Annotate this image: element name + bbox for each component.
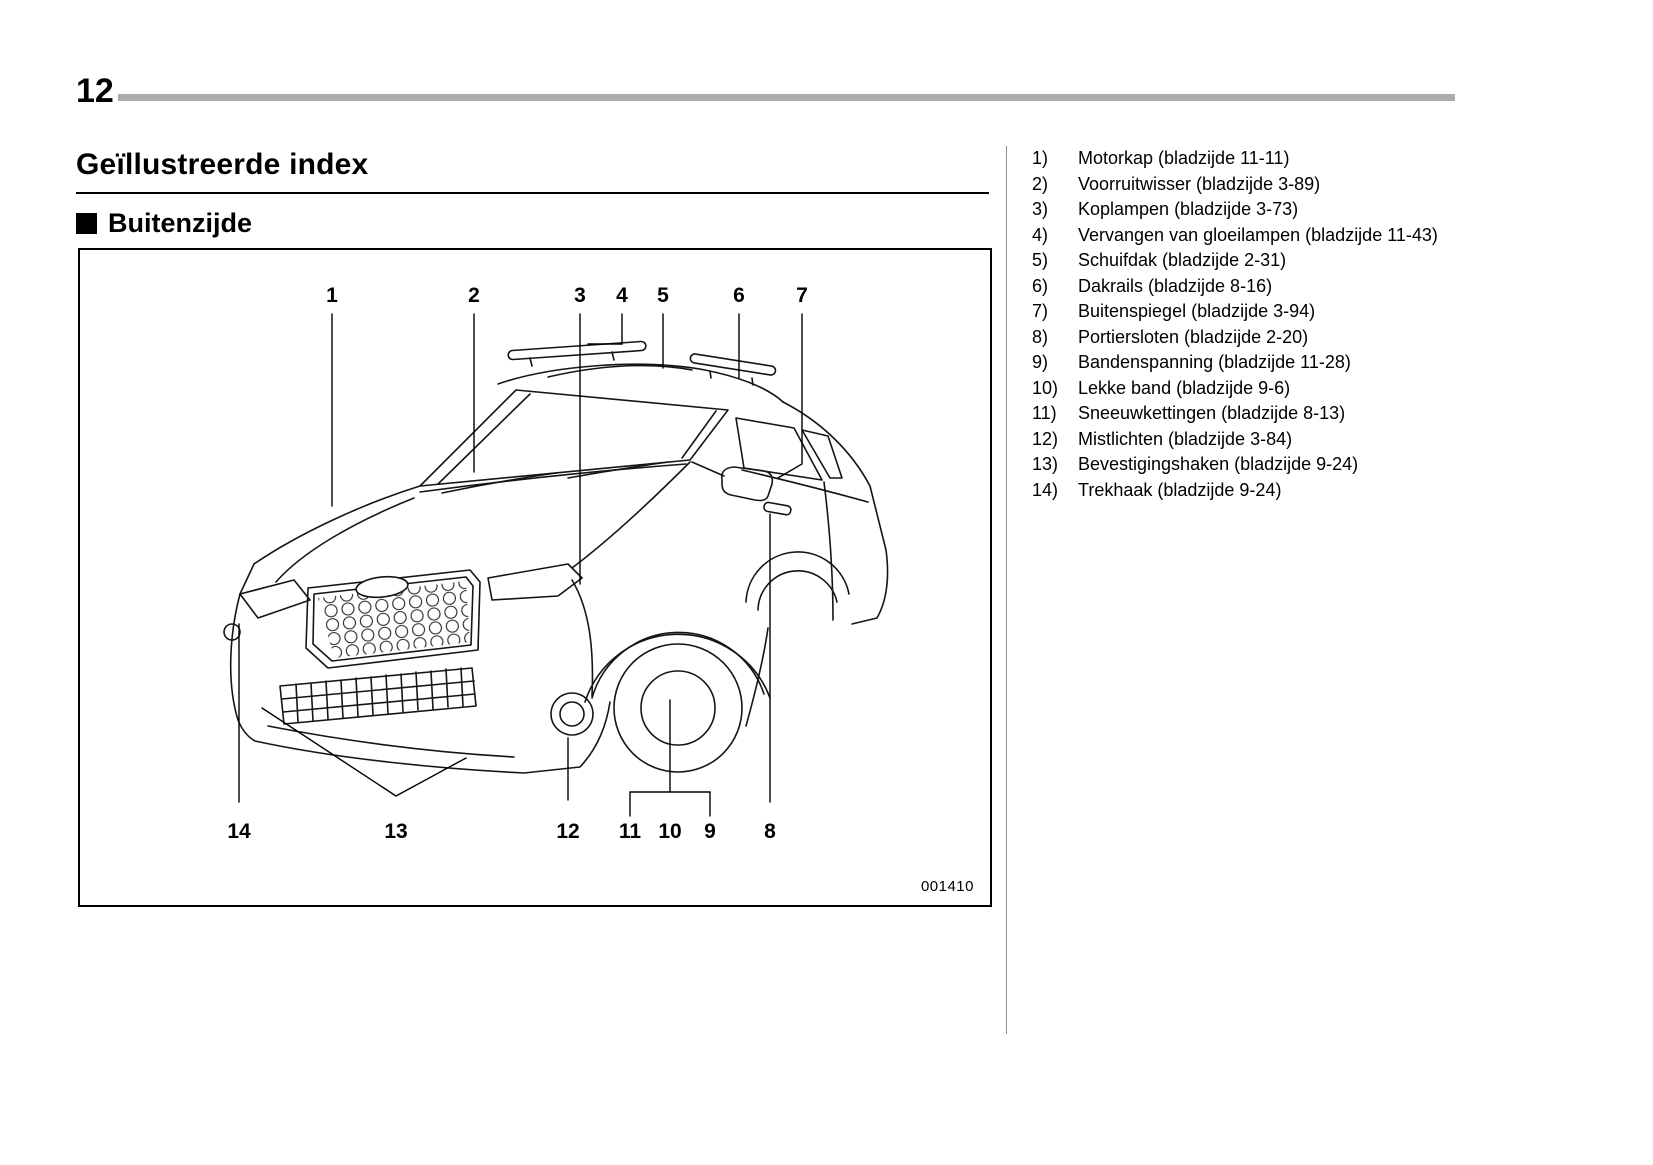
legend-item-text: Dakrails (bladzijde 8-16) [1078,275,1273,296]
legend-item-text: Schuifdak (bladzijde 2-31) [1078,250,1287,270]
legend-item-number: 13) [1032,454,1059,474]
legend-item [1032,274,1442,300]
legend-item-number: 7) [1032,301,1049,321]
callout-number-9: 9 [704,820,716,843]
legend-item-text: Trekhaak (bladzijde 9-24) [1078,479,1282,500]
side-mirror [722,467,773,501]
legend-item-number: 6) [1032,275,1049,296]
callout-number-11: 11 [618,820,642,843]
car-side [692,402,888,726]
page-title: Geïllustreerde index [76,148,989,194]
legend-item-text: Bevestigingshaken (bladzijde 9-24) [1078,454,1359,474]
legend-item-text: Bandenspanning (bladzijde 11-28) [1078,352,1351,372]
legend-item-number: 8) [1032,326,1049,347]
legend-item [1032,299,1442,325]
legend-item [1032,376,1442,402]
legend-item-number: 10) [1032,377,1059,398]
legend-item-text: Lekke band (bladzijde 9-6) [1078,377,1291,398]
section-heading [76,208,252,239]
legend-item-text: Motorkap (bladzijde 11-11) [1078,148,1290,168]
callout-number-2: 2 [468,284,480,307]
legend-item-text: Vervangen van gloeilampen (bladzijde 11-43) [1078,224,1438,245]
callout-number-4: 4 [616,284,628,307]
legend-item-number: 11) [1032,403,1057,423]
legend-item [1032,401,1442,427]
callout-number-10: 10 [658,820,682,843]
callout-number-5: 5 [657,284,669,307]
callout-number-7: 7 [796,284,808,307]
callout-lines [239,314,802,816]
legend-item [1032,146,1442,172]
legend-item [1032,452,1442,478]
section-marker-square [76,213,97,234]
callout-number-1: 1 [326,284,338,307]
callout-number-12: 12 [556,820,580,843]
legend-item-number: 14) [1032,479,1059,500]
legend-item-number: 3) [1032,199,1049,219]
legend-item [1032,197,1442,223]
legend-item [1032,350,1442,376]
page-number: 12 [76,72,114,110]
legend-item-text: Mistlichten (bladzijde 3-84) [1078,428,1293,449]
legend-item-text: Sneeuwkettingen (bladzijde 8-13) [1078,403,1346,423]
exterior-figure [78,248,992,907]
legend-item [1032,478,1442,504]
car-illustration [80,250,990,905]
callout-number-3: 3 [574,284,586,307]
callout-number-6: 6 [733,284,745,307]
legend-item-number: 4) [1032,224,1049,245]
legend-item-number: 5) [1032,250,1049,270]
callout-number-14: 14 [227,820,251,843]
legend-list [1032,146,1442,503]
legend-item [1032,223,1442,249]
car-wheels [572,552,849,772]
legend-item [1032,325,1442,351]
legend-item-number: 1) [1032,148,1049,168]
callout-number-8: 8 [764,820,776,843]
legend-item-text: Portiersloten (bladzijde 2-20) [1078,326,1309,347]
door-handle [763,502,791,516]
legend-item [1032,248,1442,274]
legend-item [1032,427,1442,453]
section-title: Buitenzijde [108,208,253,238]
figure-code: 001410 [920,878,974,895]
legend-item [1032,172,1442,198]
legend-item-number: 12) [1032,428,1059,449]
legend-item-number: 2) [1032,173,1049,194]
content-divider [1006,146,1007,1034]
car-windshield [420,390,728,493]
legend-item-number: 9) [1032,352,1049,372]
legend-item-text: Koplampen (bladzijde 3-73) [1078,199,1299,219]
legend-item-text: Voorruitwisser (bladzijde 3-89) [1078,173,1321,194]
callout-number-13: 13 [384,820,408,843]
legend-item-text: Buitenspiegel (bladzijde 3-94) [1078,301,1316,321]
header-rule [118,94,1455,101]
